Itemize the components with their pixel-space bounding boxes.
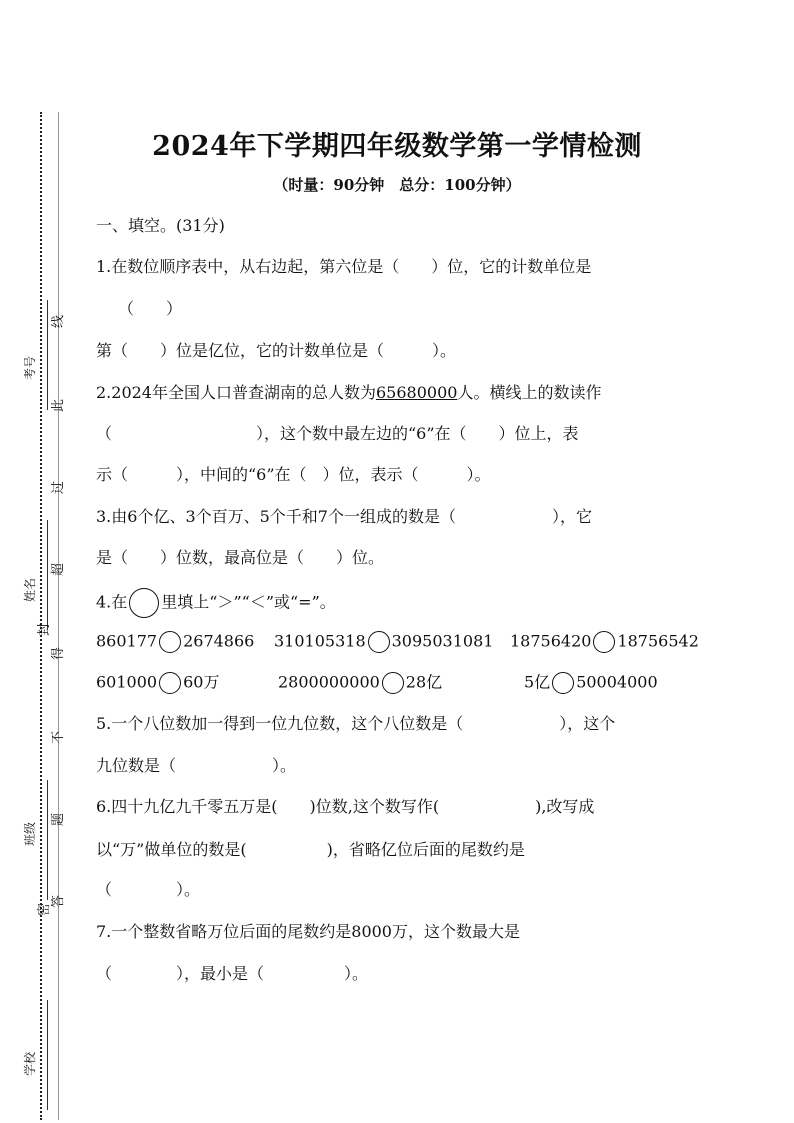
seal-char: 答 xyxy=(51,894,67,909)
question-6-line-2: 以“万”做单位的数是( )，省略亿位后面的尾数约是 xyxy=(96,840,525,859)
field-name[interactable] xyxy=(18,520,44,630)
seal-char: 不 xyxy=(51,730,67,745)
binding-solid-line xyxy=(58,112,59,1120)
field-class[interactable] xyxy=(18,780,44,900)
question-1-line-3: 第（ ）位是亿位，它的计数单位是（ ）。 xyxy=(96,341,457,360)
answer-circle[interactable] xyxy=(159,672,181,694)
seal-char: 封 xyxy=(37,622,53,637)
compare-left: 18756420 xyxy=(510,631,592,651)
compare-item xyxy=(96,631,254,653)
field-school[interactable] xyxy=(18,1000,44,1110)
compare-item xyxy=(274,631,493,653)
compare-item xyxy=(278,672,442,694)
compare-left: 2800000000 xyxy=(278,672,380,692)
compare-item xyxy=(524,672,658,694)
page-title: 2024年下学期四年级数学第一学情检测 xyxy=(152,131,642,162)
question-5-line-1: 5.一个八位数加一得到一位九位数，这个八位数是（ ），这个 xyxy=(96,714,616,733)
question-6-line-1: 6.四十九亿九千零五万是( )位数,这个数写作( ),改写成 xyxy=(96,797,595,816)
field-exam-number[interactable] xyxy=(18,300,44,410)
compare-item xyxy=(510,631,699,653)
question-1-line-1: 1.在数位顺序表中，从右边起，第六位是（ ）位，它的计数单位是 xyxy=(96,257,592,276)
answer-circle[interactable] xyxy=(159,631,181,653)
field-label: 姓名 xyxy=(23,577,38,603)
question-4-text-b: 里填上“＞”“＜”或“=”。 xyxy=(161,592,336,612)
question-2-text-b: 人。横线上的数读作 xyxy=(457,383,602,402)
seal-char: 过 xyxy=(51,480,67,495)
seal-char: 密 xyxy=(37,902,53,917)
answer-circle[interactable] xyxy=(552,672,574,694)
page-subtitle: （时量：90分钟 总分：100分钟） xyxy=(273,176,521,194)
seal-char: 线 xyxy=(51,314,67,329)
compare-left: 601000 xyxy=(96,672,158,692)
answer-circle[interactable] xyxy=(368,631,390,653)
question-7-line-1: 7.一个整数省略万位后面的尾数约是8000万，这个数最大是 xyxy=(96,922,520,941)
section-heading: 一、填空。(31分) xyxy=(96,216,225,235)
field-label: 学校 xyxy=(23,1051,38,1077)
compare-left: 5亿 xyxy=(524,672,551,692)
question-4-text-a: 4.在 xyxy=(96,592,128,612)
compare-left: 860177 xyxy=(96,631,158,651)
answer-circle[interactable] xyxy=(129,588,159,618)
question-3-line-1: 3.由6个亿、3个百万、5个千和7个一组成的数是（ ），它 xyxy=(96,507,592,526)
question-2-line-2: （ ），这个数中最左边的“6”在（ ）位上，表 xyxy=(96,424,579,443)
question-4-line-1 xyxy=(96,588,336,618)
answer-circle[interactable] xyxy=(382,672,404,694)
compare-right: 3095031081 xyxy=(391,631,494,651)
question-2-text-a: 2.2024年全国人口普查湖南的总人数为 xyxy=(96,383,376,402)
compare-right: 50004000 xyxy=(576,672,658,692)
seal-char: 此 xyxy=(51,398,67,413)
field-underline xyxy=(47,780,48,900)
seal-char: 题 xyxy=(51,812,67,827)
question-7-line-2: （ ），最小是（ ）。 xyxy=(96,964,369,983)
field-label: 班级 xyxy=(23,821,38,847)
question-2-line-3: 示（ ），中间的“6”在（ ）位，表示（ ）。 xyxy=(96,465,491,484)
field-label: 考号 xyxy=(23,355,38,381)
seal-char: 得 xyxy=(51,646,67,661)
seal-char: 超 xyxy=(51,562,67,577)
compare-right: 60万 xyxy=(183,672,220,692)
compare-right: 18756542 xyxy=(617,631,699,651)
question-6-line-3: （ ）。 xyxy=(96,880,201,899)
compare-right: 28亿 xyxy=(405,672,443,692)
field-underline xyxy=(47,1000,48,1110)
answer-circle[interactable] xyxy=(593,631,615,653)
compare-item xyxy=(96,672,219,694)
question-2-line-1 xyxy=(96,383,601,403)
question-3-line-2: 是（ ）位数，最高位是（ ）位。 xyxy=(96,548,385,567)
question-5-line-2: 九位数是（ ）。 xyxy=(96,756,297,775)
compare-right: 2674866 xyxy=(183,631,255,651)
question-1-line-2: （ ） xyxy=(118,299,183,318)
compare-left: 310105318 xyxy=(274,631,366,651)
question-2-number: 65680000 xyxy=(376,383,458,402)
